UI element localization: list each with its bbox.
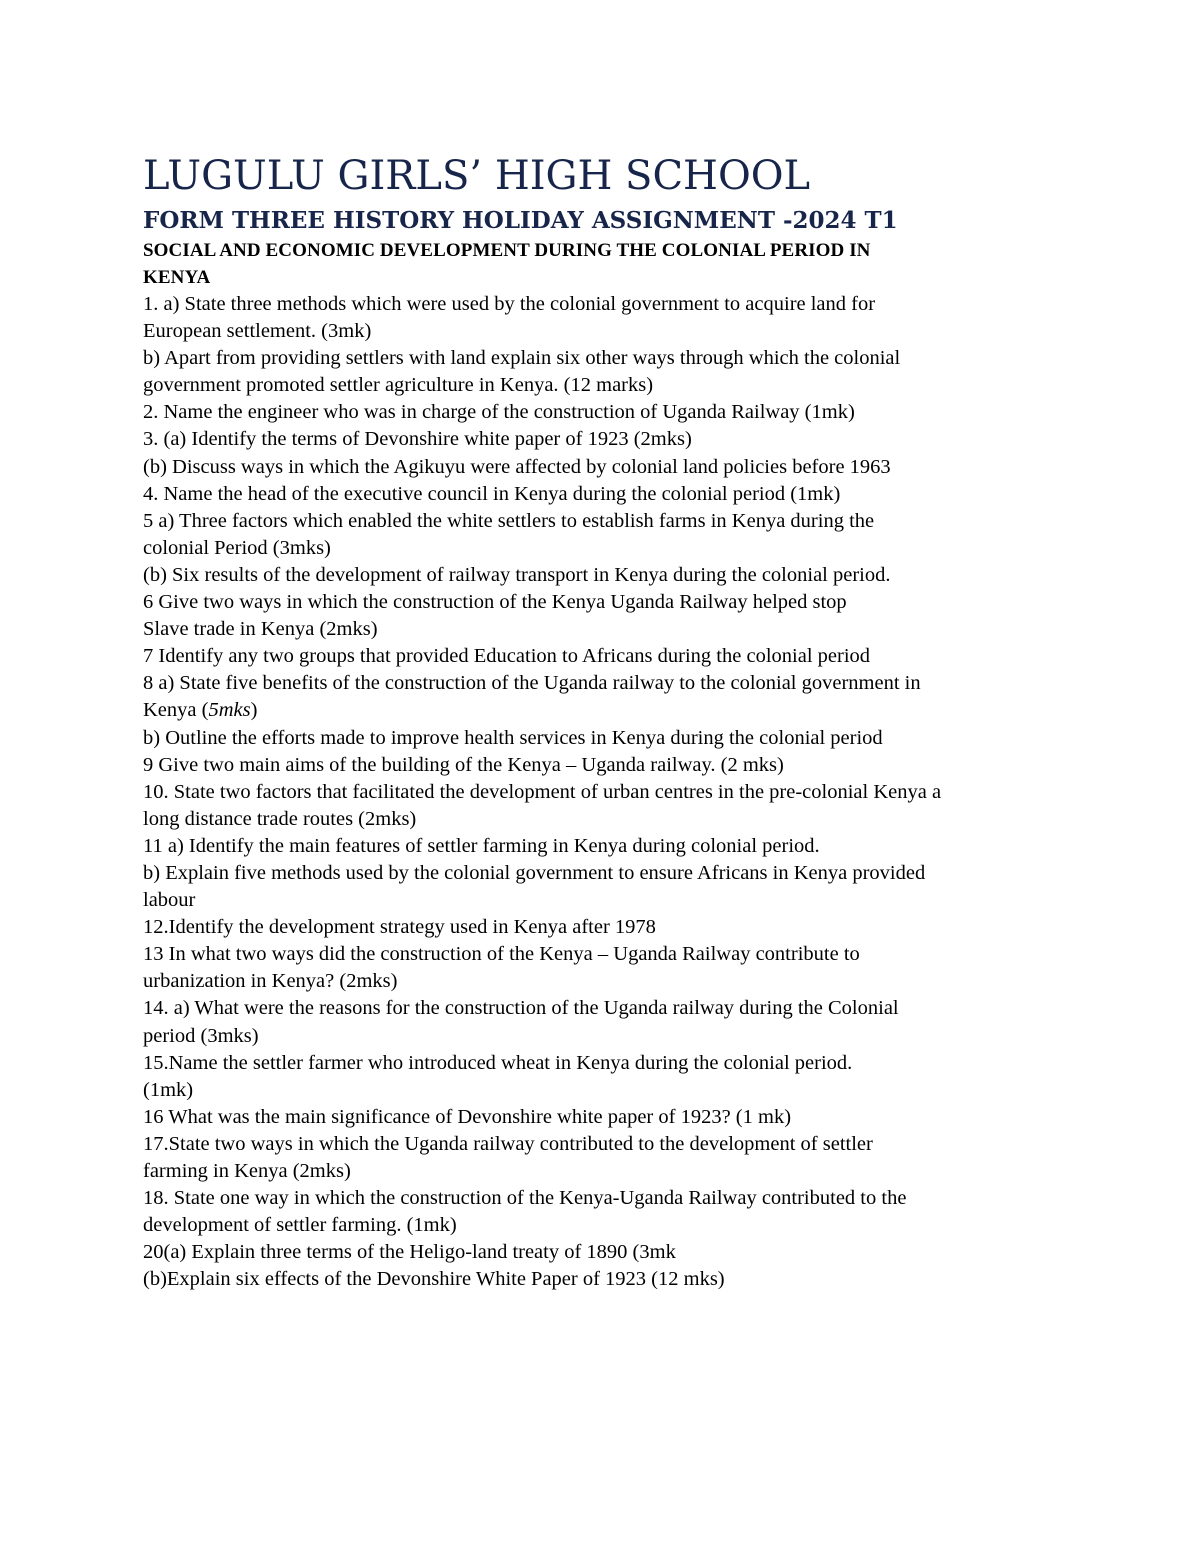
question-line-text: farming in Kenya (2mks) (143, 1160, 351, 1182)
question-line-text: 8 a) State five benefits of the construction of the Uganda railway to the colonial government in (143, 672, 921, 695)
question-line (143, 616, 1073, 643)
question-line-text: (b)Explain six effects of the Devonshire White Paper of 1923 (12 mks) (143, 1268, 725, 1291)
question-line-text: 1. a) State three methods which were used by the colonial government to acquire land for (143, 293, 876, 315)
question-line (143, 426, 1073, 453)
question-line (143, 914, 1073, 941)
question-line (143, 968, 1073, 995)
question-line-text: b) Explain five methods used by the colonial government to ensure Africans in Kenya provided (143, 861, 926, 884)
question-line-text: b) Apart from providing settlers with land explain six other ways through which the colonial (143, 347, 901, 370)
question-line-text: (1mk) (143, 1078, 194, 1101)
question-line (143, 1185, 1073, 1212)
question-line-text: 6 Give two ways in which the construction of the Kenya Uganda Railway helped stop (143, 591, 847, 614)
question-line-text: 12.Identify the development strategy used in Kenya after 1978 (143, 916, 656, 939)
question-line-text: 2. Name the engineer who was in charge of the construction of Uganda Railway (1mk) (143, 401, 855, 424)
question-line-text: urbanization in Kenya? (2mks) (143, 970, 398, 993)
question-line-text: 16 What was the main significance of Devonshire white paper of 1923? (1 mk) (143, 1105, 792, 1128)
school-name: LUGULU GIRLS’ HIGH SCHOOL (143, 153, 811, 199)
topic-heading-line-1: SOCIAL AND ECONOMIC DEVELOPMENT DURING THE COLONIAL PERIOD IN (143, 240, 871, 261)
question-line (143, 562, 1073, 589)
question-line-text: 11 a) Identify the main features of settler farming in Kenya during colonial period. (143, 834, 820, 857)
marks-italic: 5mks (208, 699, 251, 722)
question-line (143, 1131, 1073, 1158)
question-line (143, 1050, 1073, 1077)
question-line (143, 697, 1073, 724)
question-line (143, 806, 1073, 833)
question-line-text: Slave trade in Kenya (2mks) (143, 618, 378, 641)
question-line (143, 291, 1073, 318)
question-line (143, 454, 1073, 481)
question-line (143, 670, 1073, 697)
question-line-text: European settlement. (3mk) (143, 320, 372, 343)
question-line (143, 887, 1073, 914)
question-line (143, 860, 1073, 887)
question-line-text: 20(a) Explain three terms of the Heligo-land treaty of 1890 (3mk (143, 1241, 676, 1264)
question-line-text: Kenya ( (143, 699, 209, 722)
question-line-text: 4. Name the head of the executive council in Kenya during the colonial period (1mk) (143, 482, 841, 505)
question-line (143, 941, 1073, 968)
question-line-text: colonial Period (3mks) (143, 536, 331, 559)
question-line (143, 1023, 1073, 1050)
question-line-text: 5 a) Three factors which enabled the white settlers to establish farms in Kenya during the (143, 509, 875, 532)
question-line-text: 10. State two factors that facilitated the development of urban centres in the pre-colonial Kenya a (143, 780, 942, 803)
question-line-text: 9 Give two main aims of the building of the Kenya – Uganda railway. (2 mks) (143, 753, 784, 776)
question-line-text: (b) Discuss ways in which the Agikuyu were affected by colonial land policies before 1963 (143, 455, 891, 478)
question-line-text: long distance trade routes (2mks) (143, 807, 417, 830)
topic-heading (143, 238, 1073, 291)
question-line-text: 15.Name the settler farmer who introduced wheat in Kenya during the colonial period. (143, 1051, 853, 1074)
question-line-text: 18. State one way in which the construction of the Kenya-Uganda Railway contributed to the (143, 1187, 907, 1210)
question-line (143, 318, 1073, 345)
question-line (143, 1266, 1073, 1293)
question-line (143, 1239, 1073, 1266)
question-line (143, 833, 1073, 860)
question-line-text: labour (143, 889, 196, 912)
question-line-text: 13 In what two ways did the construction of the Kenya – Uganda Railway contribute to (143, 943, 860, 966)
document-content (143, 148, 1073, 1293)
question-line (143, 589, 1073, 616)
question-line (143, 1212, 1073, 1239)
question-line-text: b) Outline the efforts made to improve health services in Kenya during the colonial period (143, 726, 883, 749)
topic-heading-line-2: KENYA (143, 266, 211, 288)
question-list (143, 291, 1073, 1293)
question-line (143, 779, 1073, 806)
question-line (143, 535, 1073, 562)
question-line-text: 17.State two ways in which the Uganda railway contributed to the development of settler (143, 1132, 873, 1155)
question-line (143, 643, 1073, 670)
question-line (143, 1158, 1073, 1185)
question-line (143, 508, 1073, 535)
assignment-title: FORM THREE HISTORY HOLIDAY ASSIGNMENT -2024 T1 (143, 207, 898, 234)
question-line-text: period (3mks) (143, 1024, 259, 1047)
question-line (143, 372, 1073, 399)
question-line (143, 1104, 1073, 1131)
question-line (143, 345, 1073, 372)
question-line (143, 995, 1073, 1022)
question-line-text: 3. (a) Identify the terms of Devonshire white paper of 1923 (2mks) (143, 428, 692, 451)
question-line (143, 481, 1073, 508)
question-line-text: 14. a) What were the reasons for the construction of the Uganda railway during the Colonial (143, 997, 899, 1020)
question-line (143, 1077, 1073, 1104)
question-line (143, 752, 1073, 779)
question-line (143, 399, 1073, 426)
question-line (143, 725, 1073, 752)
question-line-text: development of settler farming. (1mk) (143, 1214, 457, 1237)
question-line-text: 7 Identify any two groups that provided Education to Africans during the colonial period (143, 645, 871, 668)
marks-close-paren: ) (250, 699, 258, 722)
question-line-text: government promoted settler agriculture in Kenya. (12 marks) (143, 374, 654, 397)
question-line-text: (b) Six results of the development of railway transport in Kenya during the colonial period. (143, 563, 891, 586)
